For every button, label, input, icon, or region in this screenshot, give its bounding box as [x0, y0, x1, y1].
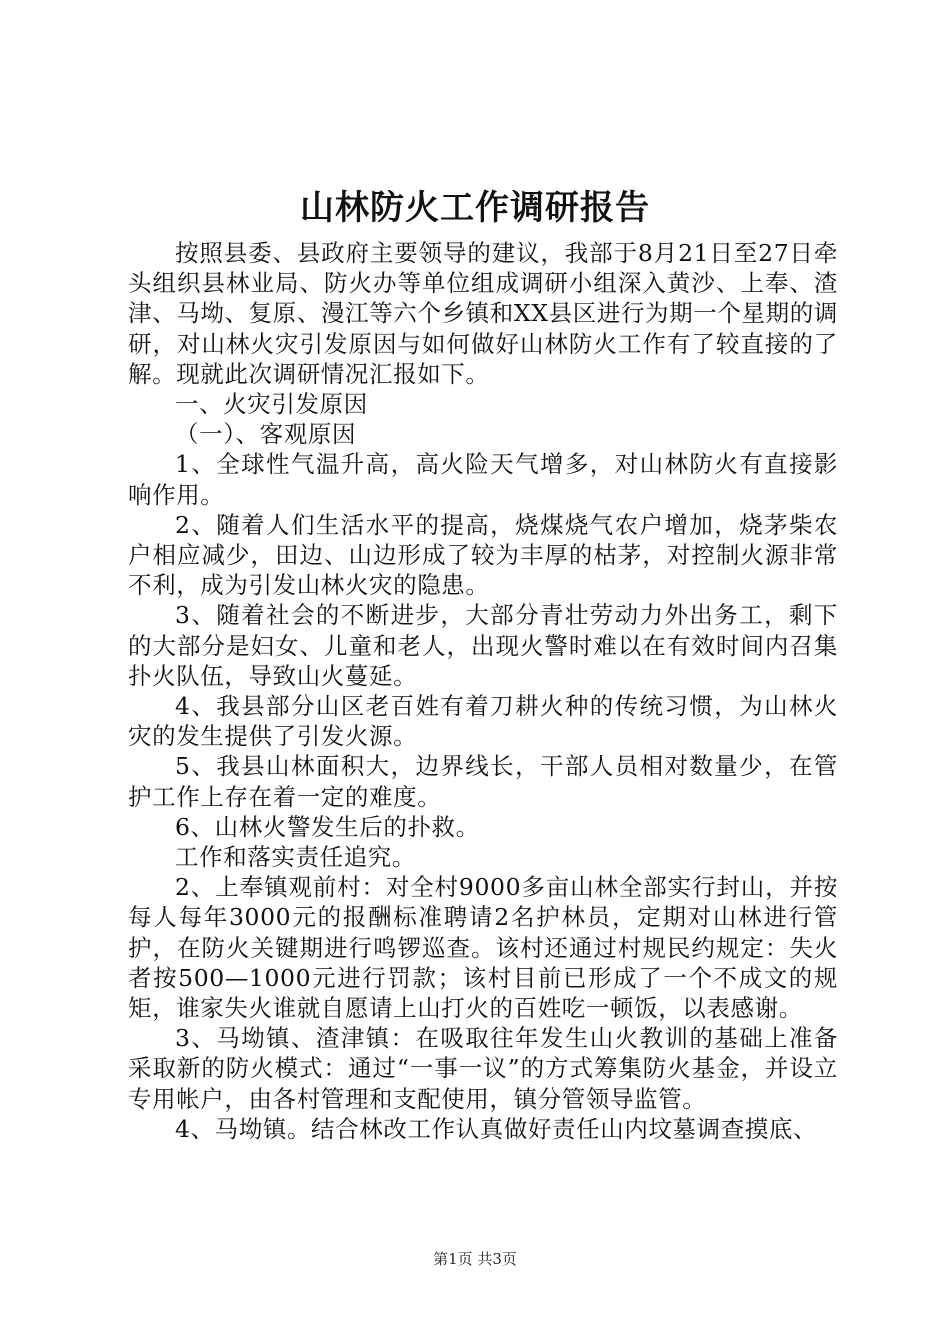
paragraph-intro: 按照县委、县政府主要领导的建议，我部于8月21日至27日牵头组织县林业局、防火办等单位组成调研小组深入黄沙、上奉、渣津、马坳、复原、漫江等六个乡镇和XX县区进行为期一个星期的调研，对山林火灾引发原因与如何做好山林防火工作有了较直接的了解。现就此次调研情况汇报如下。: [128, 239, 838, 388]
paragraph-item: 5、我县山林面积大，边界线长，干部人员相对数量少，在管护工作上存在着一定的难度。: [128, 752, 838, 811]
document-body: [128, 238, 838, 1144]
page-footer: 第1页 共3页: [433, 1250, 517, 1268]
paragraph-item: 4、我县部分山区老百姓有着刀耕火种的传统习惯，为山林火灾的发生提供了引发火源。: [128, 692, 838, 751]
paragraph-item: 4、马坳镇。结合林改工作认真做好责任山内坟墓调查摸底、: [175, 1114, 818, 1143]
subheading-objective-causes: （一）、客观原因: [175, 420, 357, 449]
paragraph-item: 2、上奉镇观前村：对全村9000多亩山林全部实行封山，并按每人每年3000元的报酬标准聘请2名护林员，定期对山林进行管护，在防火关键期进行鸣锣巡查。该村还通过村规民约规定：失火者按500—1000元进行罚款；该村目前已形成了一个不成文的规矩，谁家失火谁就自愿请上山打火的百姓吃一顿饭，以表感谢。: [128, 873, 838, 1023]
paragraph-item: 工作和落实责任追究。: [175, 843, 416, 872]
paragraph-item: 3、随着社会的不断进步，大部分青壮劳动力外出务工，剩下的大部分是妇女、儿童和老人，出现火警时难以在有效时间内召集扑火队伍，导致山火蔓延。: [128, 601, 838, 690]
paragraph-item: 2、随着人们生活水平的提高，烧煤烧气农户增加，烧茅柴农户相应减少，田边、山边形成了较为丰厚的枯茅，对控制火源非常不利，成为引发山林火灾的隐患。: [128, 510, 838, 600]
paragraph-item: 3、马坳镇、渣津镇：在吸取往年发生山火教训的基础上准备采取新的防火模式：通过“一事一议”的方式筹集防火基金，并设立专用帐户，由各村管理和支配使用，镇分管领导监管。: [128, 1024, 838, 1113]
document-title: 山林防火工作调研报告: [300, 188, 650, 228]
heading-fire-causes: 一、火灾引发原因: [175, 390, 368, 419]
paragraph-item: 1、全球性气温升高，高火险天气增多，对山林防火有直接影响作用。: [128, 450, 838, 509]
paragraph-item: 6、山林火警发生后的扑救。: [175, 812, 480, 841]
